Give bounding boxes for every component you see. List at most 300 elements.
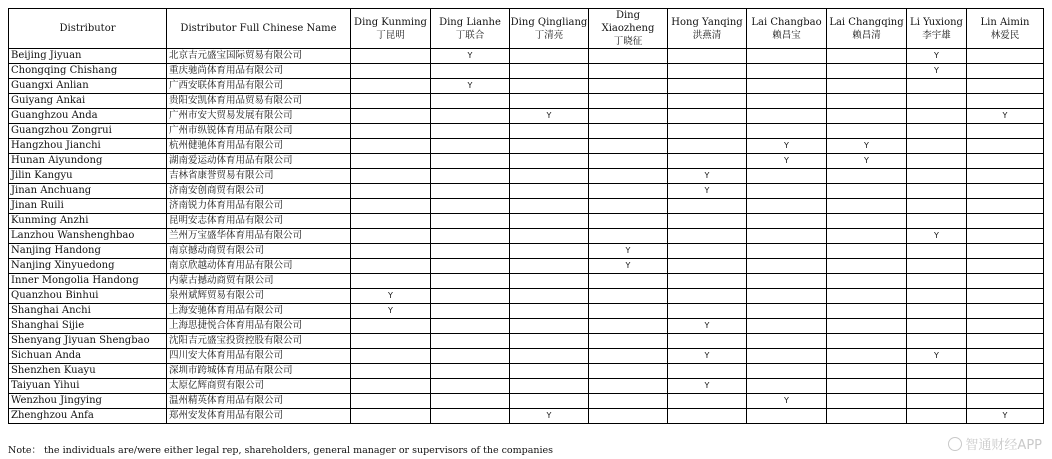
table-row xyxy=(9,349,1044,364)
person-name-cn: 丁昆明 xyxy=(376,29,405,41)
distributor-name: Guiyang Ankai xyxy=(9,94,167,109)
relation-mark xyxy=(907,79,967,94)
relation-mark xyxy=(351,79,431,94)
distributor-full-name: 广州市纵锐体育用品有限公司 xyxy=(167,124,351,139)
table-row xyxy=(9,274,1044,289)
relation-mark xyxy=(967,349,1044,364)
person-name-cn: 丁联合 xyxy=(455,29,485,41)
relation-mark xyxy=(747,334,827,349)
relation-mark xyxy=(431,349,510,364)
distributor-full-name: 深圳市跨城体育用品有限公司 xyxy=(167,364,351,379)
relation-mark: Y xyxy=(827,139,907,154)
relation-mark xyxy=(431,394,510,409)
relation-mark xyxy=(827,304,907,319)
relation-mark xyxy=(827,349,907,364)
relation-mark: Y xyxy=(747,394,827,409)
relation-mark xyxy=(827,394,907,409)
relation-mark xyxy=(668,274,747,289)
relation-mark xyxy=(589,124,668,139)
relation-mark xyxy=(967,229,1044,244)
relation-mark xyxy=(510,154,589,169)
relation-mark xyxy=(510,169,589,184)
distributor-name: Nanjing Handong xyxy=(9,244,167,259)
relation-mark xyxy=(827,409,907,424)
distributor-name: Nanjing Xinyuedong xyxy=(9,259,167,274)
person-header xyxy=(351,9,431,49)
relation-mark xyxy=(827,259,907,274)
person-name-en: Ding Qingliang xyxy=(510,16,588,28)
relation-mark xyxy=(827,379,907,394)
relation-mark xyxy=(747,379,827,394)
relation-mark xyxy=(967,184,1044,199)
relation-mark: Y xyxy=(351,289,431,304)
relation-mark xyxy=(431,139,510,154)
person-header xyxy=(510,9,589,49)
relation-mark xyxy=(747,364,827,379)
table-row xyxy=(9,184,1044,199)
person-name-cn: 林爱民 xyxy=(990,29,1020,41)
relation-mark xyxy=(827,124,907,139)
relation-mark xyxy=(907,274,967,289)
distributor-table xyxy=(8,8,1044,424)
relation-mark xyxy=(431,244,510,259)
relation-mark xyxy=(668,229,747,244)
relation-mark xyxy=(589,409,668,424)
relation-mark xyxy=(907,154,967,169)
distributor-name: Guanghzou Anda xyxy=(9,109,167,124)
relation-mark xyxy=(907,409,967,424)
full-name-header: Distributor Full Chinese Name xyxy=(167,9,351,49)
distributor-full-name: 太原亿辉商贸有限公司 xyxy=(167,379,351,394)
relation-mark xyxy=(747,109,827,124)
relation-mark xyxy=(967,199,1044,214)
relation-mark xyxy=(747,274,827,289)
relation-mark xyxy=(668,64,747,79)
distributor-full-name: 温州精英体育用品有限公司 xyxy=(167,394,351,409)
distributor-full-name: 内蒙古撼动商贸有限公司 xyxy=(167,274,351,289)
relation-mark xyxy=(967,274,1044,289)
distributor-name: Taiyuan Yihui xyxy=(9,379,167,394)
person-name-en: Ding Kunming xyxy=(354,16,427,28)
distributor-full-name: 上海安驰体育用品有限公司 xyxy=(167,304,351,319)
table-row xyxy=(9,379,1044,394)
relation-mark xyxy=(351,169,431,184)
distributor-name: Hangzhou Jianchi xyxy=(9,139,167,154)
relation-mark xyxy=(668,124,747,139)
relation-mark xyxy=(510,274,589,289)
relation-mark xyxy=(510,289,589,304)
relation-mark: Y xyxy=(431,79,510,94)
relation-mark xyxy=(668,289,747,304)
relation-mark: Y xyxy=(668,169,747,184)
person-header xyxy=(967,9,1044,49)
relation-mark xyxy=(510,304,589,319)
distributor-name: Quanzhou Binhui xyxy=(9,289,167,304)
distributor-name: Jinan Anchuang xyxy=(9,184,167,199)
relation-mark xyxy=(747,124,827,139)
relation-mark xyxy=(907,139,967,154)
relation-mark xyxy=(431,334,510,349)
relation-mark xyxy=(351,364,431,379)
distributor-name: Lanzhou Wanshenghbao xyxy=(9,229,167,244)
relation-mark xyxy=(589,289,668,304)
relation-mark xyxy=(351,184,431,199)
relation-mark xyxy=(827,184,907,199)
relation-mark xyxy=(747,304,827,319)
relation-mark xyxy=(907,289,967,304)
distributor-full-name: 泉州斌辉贸易有限公司 xyxy=(167,289,351,304)
relation-mark xyxy=(351,109,431,124)
distributor-name: Sichuan Anda xyxy=(9,349,167,364)
relation-mark xyxy=(747,79,827,94)
relation-mark xyxy=(589,154,668,169)
person-name-cn: 李宇雄 xyxy=(922,29,951,41)
distributor-full-name: 重庆驰尚体育用品有限公司 xyxy=(167,64,351,79)
relation-mark: Y xyxy=(907,64,967,79)
table-row xyxy=(9,109,1044,124)
relation-mark xyxy=(351,394,431,409)
relation-mark xyxy=(589,79,668,94)
relation-mark xyxy=(967,169,1044,184)
person-name-en: Hong Yanqing xyxy=(671,16,743,28)
distributor-full-name: 贵阳安凯体育用品贸易有限公司 xyxy=(167,94,351,109)
relation-mark xyxy=(351,124,431,139)
relation-mark xyxy=(589,379,668,394)
distributor-full-name: 四川安大体育用品有限公司 xyxy=(167,349,351,364)
relation-mark xyxy=(589,229,668,244)
distributor-name: Hunan Aiyundong xyxy=(9,154,167,169)
person-name-en: Lai Changqing xyxy=(829,16,904,28)
relation-mark: Y xyxy=(351,304,431,319)
relation-mark xyxy=(589,169,668,184)
table-row xyxy=(9,319,1044,334)
relation-mark xyxy=(668,199,747,214)
relation-mark xyxy=(668,304,747,319)
relation-mark xyxy=(510,214,589,229)
relation-mark xyxy=(510,49,589,64)
relation-mark: Y xyxy=(967,409,1044,424)
relation-mark xyxy=(827,274,907,289)
person-header xyxy=(907,9,967,49)
table-row xyxy=(9,334,1044,349)
relation-mark xyxy=(747,199,827,214)
relation-mark: Y xyxy=(907,229,967,244)
relation-mark xyxy=(668,364,747,379)
distributor-full-name: 沈阳吉元盛宝投资控股有限公司 xyxy=(167,334,351,349)
relation-mark xyxy=(351,409,431,424)
table-row xyxy=(9,139,1044,154)
relation-mark xyxy=(967,214,1044,229)
distributor-full-name: 杭州健驰体育用品有限公司 xyxy=(167,139,351,154)
relation-mark xyxy=(668,394,747,409)
table-row xyxy=(9,124,1044,139)
relation-mark xyxy=(967,304,1044,319)
relation-mark xyxy=(589,394,668,409)
relation-mark xyxy=(967,319,1044,334)
distributor-full-name: 吉林省康誉贸易有限公司 xyxy=(167,169,351,184)
relation-mark xyxy=(589,364,668,379)
distributor-name: Inner Mongolia Handong xyxy=(9,274,167,289)
relation-mark xyxy=(747,169,827,184)
distributor-full-name: 南京撼动商贸有限公司 xyxy=(167,244,351,259)
relation-mark xyxy=(907,169,967,184)
distributor-header: Distributor xyxy=(9,9,167,49)
relation-mark: Y xyxy=(907,349,967,364)
distributor-name: Zhenghzou Anfa xyxy=(9,409,167,424)
table-row xyxy=(9,304,1044,319)
distributor-name: Guangxi Anlian xyxy=(9,79,167,94)
relation-mark xyxy=(589,319,668,334)
relation-mark: Y xyxy=(589,244,668,259)
relation-mark xyxy=(747,244,827,259)
person-name-cn: 赖昌清 xyxy=(852,29,881,41)
relation-mark: Y xyxy=(668,184,747,199)
watermark xyxy=(948,434,1042,453)
relation-mark xyxy=(967,154,1044,169)
relation-mark xyxy=(431,214,510,229)
relation-mark xyxy=(747,49,827,64)
relation-mark xyxy=(510,229,589,244)
relation-mark xyxy=(510,379,589,394)
relation-mark xyxy=(510,244,589,259)
relation-mark xyxy=(431,199,510,214)
relation-mark: Y xyxy=(510,409,589,424)
relation-mark xyxy=(510,349,589,364)
distributor-full-name: 昆明安志体育用品有限公司 xyxy=(167,214,351,229)
relation-mark xyxy=(668,214,747,229)
relation-mark xyxy=(351,379,431,394)
person-name-en: Ding Xiaozheng xyxy=(601,10,655,34)
table-row xyxy=(9,364,1044,379)
relation-mark xyxy=(668,409,747,424)
relation-mark xyxy=(510,94,589,109)
relation-mark xyxy=(589,94,668,109)
relation-mark xyxy=(431,304,510,319)
relation-mark xyxy=(747,214,827,229)
person-header xyxy=(431,9,510,49)
table-row xyxy=(9,409,1044,424)
relation-mark: Y xyxy=(668,319,747,334)
relation-mark xyxy=(907,334,967,349)
relation-mark xyxy=(431,109,510,124)
relation-mark xyxy=(589,349,668,364)
table-row xyxy=(9,49,1044,64)
person-name-cn: 丁清亮 xyxy=(534,29,564,41)
relation-mark xyxy=(967,94,1044,109)
relation-mark xyxy=(589,64,668,79)
relation-mark xyxy=(907,214,967,229)
relation-mark xyxy=(967,79,1044,94)
relation-mark xyxy=(351,334,431,349)
relation-mark xyxy=(351,64,431,79)
table-row xyxy=(9,259,1044,274)
relation-mark xyxy=(351,139,431,154)
relation-mark xyxy=(827,49,907,64)
distributor-full-name: 广西安联体育用品有限公司 xyxy=(167,79,351,94)
relation-mark xyxy=(907,94,967,109)
person-name-en: Lai Changbao xyxy=(751,16,822,28)
relation-mark xyxy=(351,259,431,274)
relation-mark xyxy=(827,229,907,244)
relation-mark xyxy=(589,199,668,214)
relation-mark xyxy=(827,79,907,94)
relation-mark xyxy=(747,259,827,274)
brand-logo-icon xyxy=(948,437,962,451)
relation-mark xyxy=(589,184,668,199)
person-header xyxy=(827,9,907,49)
relation-mark xyxy=(510,184,589,199)
relation-mark xyxy=(510,139,589,154)
relation-mark xyxy=(827,289,907,304)
watermark-text: 智通财经APP xyxy=(965,438,1042,453)
relation-mark xyxy=(668,139,747,154)
relation-mark xyxy=(589,139,668,154)
relation-mark xyxy=(827,199,907,214)
relation-mark xyxy=(747,289,827,304)
relation-mark xyxy=(668,259,747,274)
distributor-full-name: 济南锐力体育用品有限公司 xyxy=(167,199,351,214)
distributor-name: Shenyang Jiyuan Shengbao xyxy=(9,334,167,349)
relation-mark xyxy=(747,349,827,364)
relation-mark: Y xyxy=(668,349,747,364)
relation-mark xyxy=(907,244,967,259)
relation-mark xyxy=(907,379,967,394)
relation-mark xyxy=(351,229,431,244)
relation-mark xyxy=(907,199,967,214)
relation-mark xyxy=(668,154,747,169)
relation-mark xyxy=(351,349,431,364)
table-row xyxy=(9,394,1044,409)
relation-mark xyxy=(351,214,431,229)
distributor-full-name: 广州市安大贸易发展有限公司 xyxy=(167,109,351,124)
distributor-name: Wenzhou Jingying xyxy=(9,394,167,409)
relation-mark xyxy=(431,364,510,379)
relation-mark xyxy=(747,409,827,424)
table-row xyxy=(9,214,1044,229)
relation-mark xyxy=(907,304,967,319)
table-row xyxy=(9,199,1044,214)
relation-mark: Y xyxy=(747,139,827,154)
relation-mark xyxy=(351,199,431,214)
table-row xyxy=(9,289,1044,304)
relation-mark xyxy=(668,94,747,109)
footnote: Note： the individuals are/were either legal rep, shareholders, general manager or supervisors of the companies xyxy=(8,445,554,456)
relation-mark: Y xyxy=(747,154,827,169)
table-row xyxy=(9,64,1044,79)
relation-mark xyxy=(510,259,589,274)
person-name-en: Lin Aimin xyxy=(980,16,1030,28)
relation-mark xyxy=(510,394,589,409)
relation-mark xyxy=(431,379,510,394)
distributor-name: Shanghai Sijie xyxy=(9,319,167,334)
relation-mark xyxy=(431,319,510,334)
relation-mark xyxy=(431,64,510,79)
relation-mark: Y xyxy=(967,109,1044,124)
relation-mark xyxy=(907,364,967,379)
relation-mark xyxy=(668,79,747,94)
distributor-name: Jilin Kangyu xyxy=(9,169,167,184)
relation-mark xyxy=(907,109,967,124)
relation-mark xyxy=(827,64,907,79)
relation-mark xyxy=(747,184,827,199)
relation-mark: Y xyxy=(668,379,747,394)
relation-mark xyxy=(967,244,1044,259)
distributor-name: Chongqing Chishang xyxy=(9,64,167,79)
relation-mark xyxy=(907,394,967,409)
relation-mark: Y xyxy=(589,259,668,274)
relation-mark xyxy=(351,49,431,64)
relation-mark xyxy=(747,319,827,334)
table-row xyxy=(9,94,1044,109)
relation-mark xyxy=(668,244,747,259)
relation-mark xyxy=(827,364,907,379)
table-row xyxy=(9,79,1044,94)
person-header xyxy=(747,9,827,49)
relation-mark xyxy=(967,139,1044,154)
relation-mark xyxy=(589,274,668,289)
distributor-name: Kunming Anzhi xyxy=(9,214,167,229)
relation-mark: Y xyxy=(431,49,510,64)
distributor-name: Guangzhou Zongrui xyxy=(9,124,167,139)
relation-mark xyxy=(431,184,510,199)
person-name-cn: 丁晓征 xyxy=(613,36,643,47)
table-row xyxy=(9,169,1044,184)
relation-mark xyxy=(827,244,907,259)
relation-mark xyxy=(747,229,827,244)
relation-mark xyxy=(510,124,589,139)
distributor-name: Shanghai Anchi xyxy=(9,304,167,319)
relation-mark xyxy=(431,124,510,139)
table-row xyxy=(9,154,1044,169)
relation-mark xyxy=(589,304,668,319)
relation-mark xyxy=(827,334,907,349)
table-body xyxy=(9,49,1044,424)
relation-mark xyxy=(351,274,431,289)
person-name-en: Ding Lianhe xyxy=(439,16,501,28)
distributor-name: Shenzhen Kuayu xyxy=(9,364,167,379)
relation-mark xyxy=(827,319,907,334)
relation-mark xyxy=(907,124,967,139)
distributor-name: Beijing Jiyuan xyxy=(9,49,167,64)
relation-mark xyxy=(431,289,510,304)
distributor-full-name: 兰州万宝盛华体育用品有限公司 xyxy=(167,229,351,244)
distributor-full-name: 北京吉元盛宝国际贸易有限公司 xyxy=(167,49,351,64)
relation-mark xyxy=(668,109,747,124)
relation-mark xyxy=(351,94,431,109)
relation-mark xyxy=(589,109,668,124)
relation-mark xyxy=(589,49,668,64)
relation-mark xyxy=(967,394,1044,409)
distributor-full-name: 上海思捷悦合体育用品有限公司 xyxy=(167,319,351,334)
relation-mark xyxy=(967,289,1044,304)
relation-mark xyxy=(967,334,1044,349)
relation-mark xyxy=(967,379,1044,394)
relation-mark xyxy=(510,334,589,349)
relation-mark xyxy=(967,259,1044,274)
person-name-en: Li Yuxiong xyxy=(910,16,963,28)
relation-mark xyxy=(907,319,967,334)
relation-mark xyxy=(967,364,1044,379)
distributor-full-name: 南京欣越动体育用品有限公司 xyxy=(167,259,351,274)
relation-mark xyxy=(510,64,589,79)
relation-mark xyxy=(351,319,431,334)
relation-mark xyxy=(668,49,747,64)
relation-mark xyxy=(589,334,668,349)
relation-mark xyxy=(351,154,431,169)
distributor-full-name: 济南安创商贸有限公司 xyxy=(167,184,351,199)
relation-mark xyxy=(827,214,907,229)
distributor-name: Jinan Ruili xyxy=(9,199,167,214)
